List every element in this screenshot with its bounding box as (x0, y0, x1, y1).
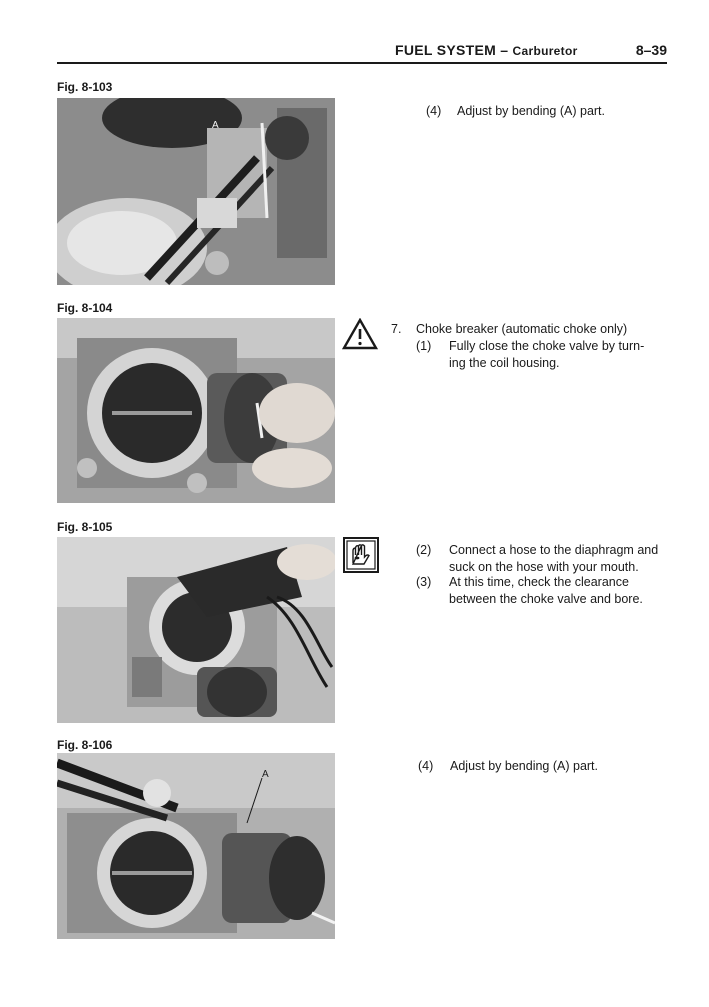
figure-label: Fig. 8-106 (57, 738, 113, 752)
warning-triangle-icon (342, 318, 378, 350)
step-item (416, 338, 668, 374)
step-item (426, 103, 666, 121)
step-text: Choke breaker (automatic choke only) (416, 322, 628, 336)
step-number: (4) (418, 759, 434, 773)
page-number: 8–39 (635, 42, 667, 58)
step-number: (2) (416, 543, 432, 557)
figure-photo (57, 98, 335, 285)
page-header (395, 42, 667, 64)
step-number: 7. (391, 322, 402, 336)
step-number: (1) (416, 339, 432, 353)
step-text: Adjust by bending (A) part. (457, 104, 605, 118)
callout-a: A (212, 120, 219, 131)
section-title (395, 42, 578, 58)
step-text-line: between the choke valve and bore. (449, 592, 643, 606)
figure-label: Fig. 8-104 (57, 301, 113, 315)
step-text-line: ing the coil housing. (449, 356, 560, 370)
figure-photo (57, 537, 335, 723)
header-rule (57, 62, 667, 64)
section-name: FUEL SYSTEM (395, 42, 497, 58)
step-item (418, 758, 658, 776)
step-number: (3) (416, 575, 432, 589)
figure-photo (57, 318, 335, 503)
hand-mouth-icon (343, 537, 379, 573)
callout-a: A (262, 769, 269, 780)
step-number: (4) (426, 104, 442, 118)
step-text-line: Connect a hose to the diaphragm and (449, 543, 659, 557)
subsection-name: Carburetor (512, 44, 578, 58)
step-heading (391, 321, 667, 339)
step-text-line: Fully close the choke valve by turn- (449, 339, 645, 353)
figure-label: Fig. 8-105 (57, 520, 113, 534)
step-item (416, 542, 668, 578)
figure-photo (57, 753, 335, 939)
figure-label: Fig. 8-103 (57, 80, 113, 94)
step-item (416, 574, 668, 610)
section-dash: – (496, 42, 513, 58)
step-text: Adjust by bending (A) part. (450, 759, 598, 773)
step-text-line: suck on the hose with your mouth. (449, 560, 639, 574)
step-text-line: At this time, check the clearance (449, 575, 629, 589)
